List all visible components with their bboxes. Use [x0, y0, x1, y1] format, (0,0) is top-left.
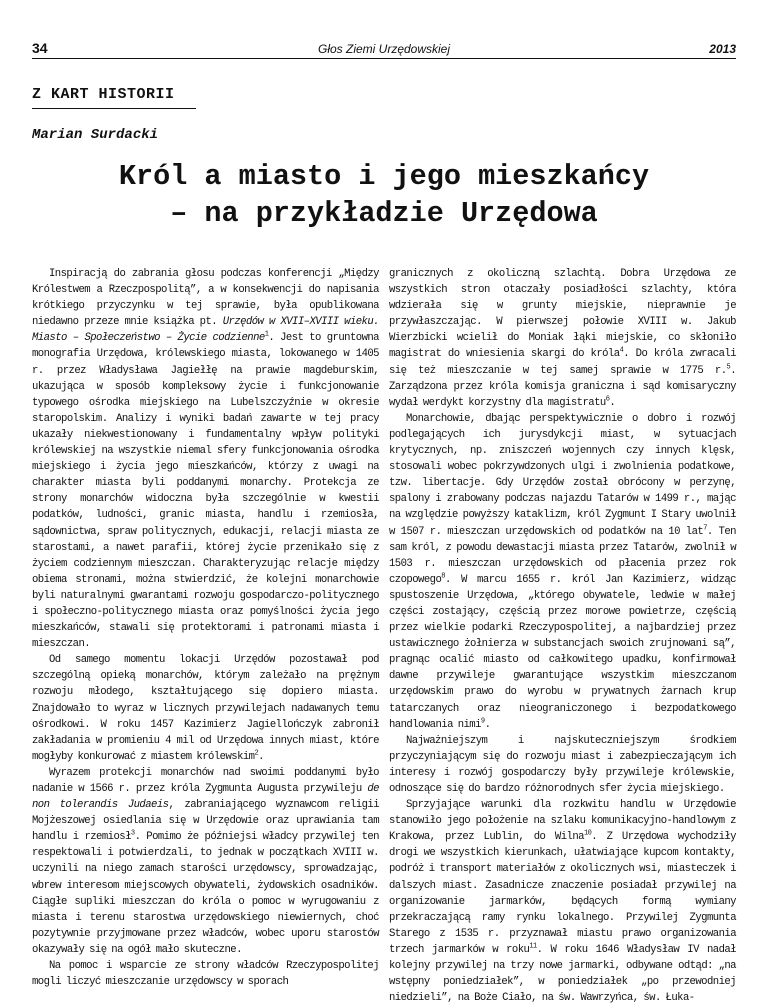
paragraph-p1: Inspiracją do zabrania głosu podczas konferencji „Między Królestwem a Rzeczpospolitą”, a w konsekwencji do napisania krótkiego przyczynku w tej sprawie, była opublikowana niedawno przeze mnie książka pt. Urzędów w XVII–XVIII wieku. Miasto – Społeczeństwo – Życie codzienne$^1$. Jest to gruntowna monografia Urzędowa, królewskiego miasta, lokowanego w 1405 r. przez Władysława Jagiełłę na prawie magdeburskim, ukazująca w sposób kompleksowy życie i funkcjonowanie typowego ośrodka miejskiego na Lubelszczyźnie w okresie staropolskim. Analizy i wyniki badań zawarte w tej pracy ukazały niekwestionowany i fundamentalny wpływ polityki królewskiej na wszystkie niemal sfery funkcjonowania ośrodka miejskiego i życia jego mieszkańców, którzy z uwagi na charakter miasta byli poddanymi monarchy. Protekcja ze strony monarchów widoczna była szczególnie w kwestii podatków, ludności, granic miasta, handlu i rzemiosła, sądownictwa, spraw politycznych, edukacji, relacji miasta ze starostami, a nawet parafii, której życie przenikało się z życiem codziennym mieszczan. Charakteryzując relacje między obiema stronami, można stwierdzić, że kolejni monarchowie byli naturalnymi gwarantami rozwoju gospodarczo-politycznego i społeczno-politycznego miasta oraz pomyślności życia jego mieszkańców, stawali się protektorami i patronami miasta i mieszczan.: [32, 268, 379, 651]
paragraph-p3: Wyrazem protekcji monarchów nad swoimi poddanymi było nadanie w 1566 r. przez króla Zygmunta Augusta przywileju de non tolerandis Judaeis, zabraniającego wyznawcom religii Mojżeszowej osiedlania się w Urzędowie oraz uprawiania tam handlu i rzemiosł$^3$. Pomimo że późniejsi władcy przywilej ten respektowali i potwierdzali, to jednak w początkach XVIII w. uczynili na niego zamach starości urzędowscy, sprowadzając, wbrew interesom miejscowych obywateli, żydowskich osadników. Ciągłe supliki mieszczan do króla o pomoc w wyrugowaniu z miasta i terenu starostwa urzędowskiego niewiernych, choć pozytywnie przyjmowane przez władców, wobec uporu starostów okazywały się na ogół mało skuteczne.: [32, 766, 380, 956]
page-header: [32, 36, 736, 62]
author-name: Marian Surdacki: [32, 127, 159, 143]
paragraph-p2: Od samego momentu lokacji Urzędów pozostawał pod szczególną opieką monarchów, którym zależało na prężnym rozwoju młodego, kształtującego się dopiero miasta. Znajdowało to wyraz w licznych przywilejach nadawanych temu ośrodkowi. W roku 1457 Kazimierz Jagiellończyk zabronił zakładania w promieniu 4 mil od Urzędowa innych miast, które mogłyby konkurować z miastem królewskim$^2$.: [32, 654, 379, 763]
left-column: [32, 266, 379, 990]
page-number: 34: [32, 40, 48, 56]
journal-title: Głos Ziemi Urzędowskiej: [317, 42, 451, 56]
section-rule: [32, 108, 196, 109]
paragraph-p8: Sprzyjające warunki dla rozkwitu handlu w Urzędowie stanowiło jego położenie na szlaku komunikacyjno-handlowym z Krakowa, przez Lublin, do Wilna$^{10}$. Z Urzędowa wychodziły drogi we wszystkich kierunkach, ułatwiające kupcom kontakty, podróż i transport materiałów z okolicznych wsi, miasteczek i dalszych miast. Zasadnicze znaczenie posiadał przywilej na organizowanie jarmarków, będących formą wymiany przekraczającą ramy rynku lokalnego. Przywilej Zygmunta Starego z 1535 r. przyznawał miastu prawo organizowania trzech jarmarków w roku$^{11}$. W roku 1646 Władysław IV nadał kolejny przywilej na trzy nowe jarmarki, odbywane odtąd: „na wstępny poniedziałek”, w poniedziałek „po przewodniej niedzieli”, na Boże Ciało, na św. Wawrzyńca, św. Łuka-: [389, 799, 736, 1005]
section-label: Z KART HISTORII: [32, 86, 175, 103]
header-rule: [32, 58, 736, 59]
title-line-1: Król a miasto i jego mieszkańcy: [118, 160, 650, 193]
paragraph-p4: Na pomoc i wsparcie ze strony władców Rzeczypospolitej mogli liczyć mieszczanie urzędowscy w sporach: [32, 960, 379, 989]
issue-year: 2013: [709, 42, 736, 56]
paragraph-p7: Najważniejszym i najskuteczniejszym środkiem przyczyniającym się do rozwoju miast i zabezpieczającym ich interesy i rozwój gospodarczy były przywileje królewskie, odnoszące się do bardzo różnorodnych sfer życia miejskiego.: [389, 734, 736, 795]
paragraph-p6: Monarchowie, dbając perspektywicznie o dobro i rozwój podlegających ich jurysdykcji miast, w sytuacjach krytycznych, np. zniszczeń wojennych czy innych klęsk, stosowali wobec pokrzywdzonych ulgi i zwolnienia podatkowe, tzw. libertacje. Gdy Urzędów został obrócony w perzynę, spalony i zrabowany podczas najazdu Tatarów w 1499 r., mając na względzie powyższy kataklizm, król Zygmunt I Stary uwolnił w 1507 r. mieszczan urzędowskich od podatków na 10 lat$^7$. Ten sam król, z powodu dewastacji miasta przez Tatarów, zwolnił w 1503 r. mieszczan urzędowskich od płacenia przez rok czopowego$^8$. W marcu 1655 r. król Jan Kazimierz, widząc spustoszenie Urzędowa, „którego obywatele, ledwie w małej części zostający, częścią przez morowe powietrze, częścią przez wielkie podarki Rzeczypospolitej, a najbardziej przez ustawicznego żołnierza w substancjach swoich zrujnowani są”, pragnąc ocalić miasto od całkowitego upadku, konfirmował dawne przywileje gwarantujące wszystkim mieszczanom urzędowskim prawo do wyrobu w prywatnych żarnach krup tatarczanych oraz nieograniczonego i bezpodatkowego handlowania nimi$^9$.: [389, 412, 736, 731]
title-line-2: – na przykładzie Urzędowa: [170, 197, 598, 230]
paragraph-p5: granicznych z okoliczną szlachtą. Dobra Urzędowa ze wszystkich stron otaczały posiadłości szlachty, która wdzierała się w grunty miejskie, nieprawnie je przywłaszczając. W pierwszej połowie XVIII w. Jakub Wierzbicki wcielił do Moniak łąki miejskie, co skłoniło magistrat do wniesienia skargi do króla$^4$. Do króla zwracali się też mieszczanie w tej samej sprawie w 1775 r.$^5$. Zarządzona przez króla komisja graniczna i sąd komisaryczny wydał werdykt korzystny dla magistratu$^6$.: [389, 268, 736, 409]
right-column: [389, 266, 736, 1006]
article-title: [32, 158, 736, 232]
